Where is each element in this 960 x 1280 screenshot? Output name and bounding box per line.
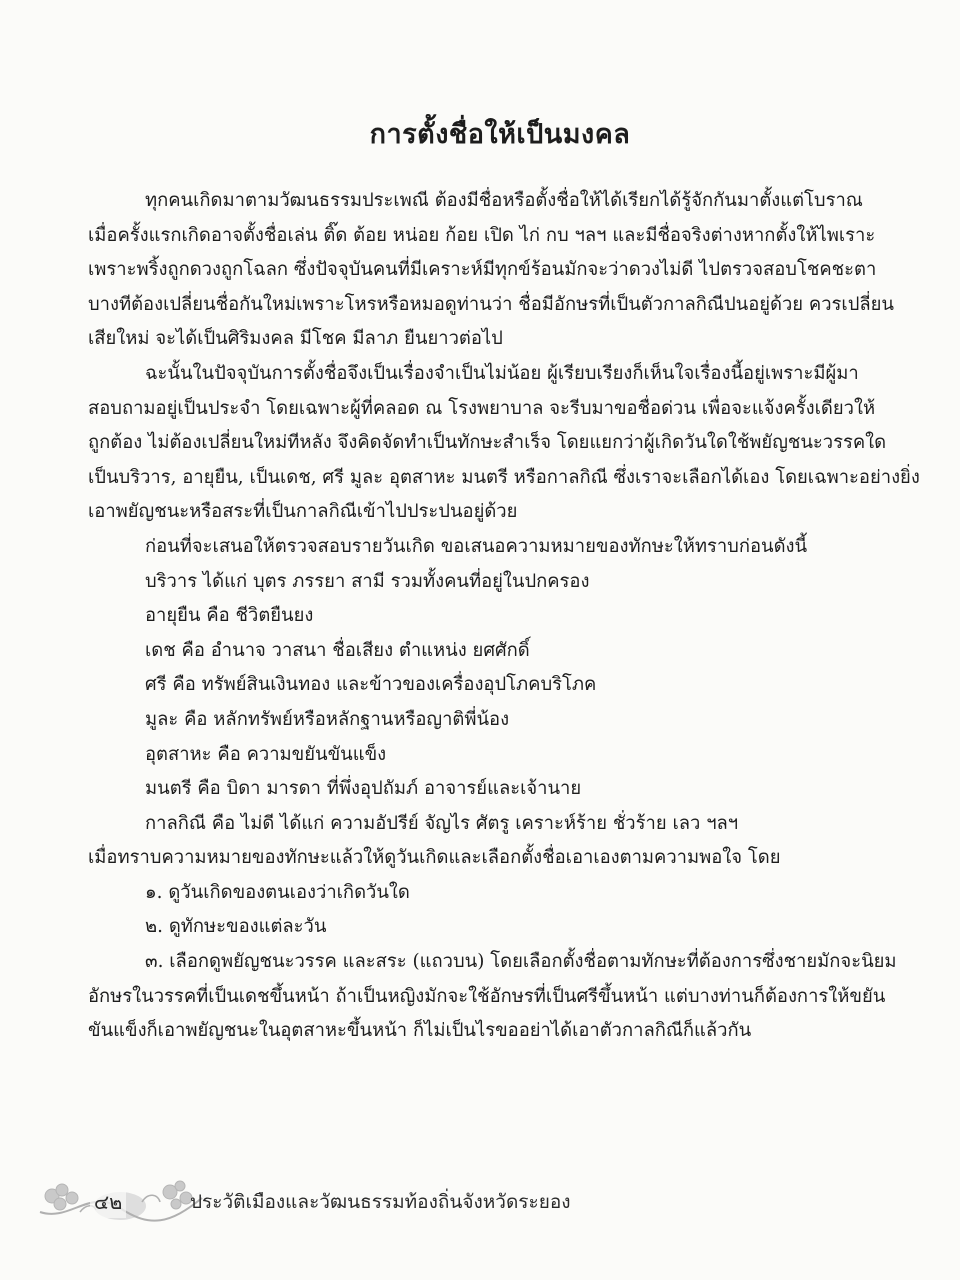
text-line: เพราะพริ้งถูกดวงถูกโฉลก ซึ่งปัจจุบันคนที่มีเคราะห์มีทุกข์ร้อนมักจะว่าดวงไม่ดี ไปตรวจสอบโชคชะตา <box>88 259 877 281</box>
text-line: เสียใหม่ จะได้เป็นศิริมงคล มีโชค มีลาภ ยืนยาวต่อไป <box>88 328 503 350</box>
text-line: ๒. ดูทักษะของแต่ละวัน <box>145 916 327 938</box>
text-line: ฉะนั้นในปัจจุบันการตั้งชื่อจึงเป็นเรื่องจำเป็นไม่น้อย ผู้เรียบเรียงก็เห็นใจเรื่องนี้อยู่เพราะมีผู้มา <box>145 362 859 384</box>
text-line: ทุกคนเกิดมาตามวัฒนธรรมประเพณี ต้องมีชื่อหรือตั้งชื่อให้ได้เรียกได้รู้จักกันมาตั้งแต่โบราณ <box>145 190 863 211</box>
text-line: ๓. เลือกดูพยัญชนะวรรค และสระ (แถวบน) โดยเลือกตั้งชื่อตามทักษะที่ต้องการซึ่งชายมักจะนิยม <box>145 951 897 973</box>
text-line: เดช คือ อำนาจ วาสนา ชื่อเสียง ตำแหน่ง ยศศักดิ์ <box>145 639 530 661</box>
body-text <box>88 184 918 1049</box>
text-line: สอบถามอยู่เป็นประจำ โดยเฉพาะผู้ที่คลอด ณ โรงพยาบาล จะรีบมาขอชื่อด่วน เพื่อจะแจ้งครั้งเดียวให้ <box>88 397 876 419</box>
page-title: การตั้งชื่อให้เป็นมงคล <box>369 119 631 150</box>
text-line: อายุยืน คือ ชีวิตยืนยง <box>145 605 314 627</box>
text-line: อักษรในวรรคที่เป็นเดชขึ้นหน้า ถ้าเป็นหญิงมักจะใช้อักษรที่เป็นศรีขึ้นหน้า แต่บางท่านก็ต้องการให้ขยัน <box>88 985 886 1007</box>
text-line: อุตสาหะ คือ ความขยันขันแข็ง <box>145 743 387 765</box>
page-footer <box>30 1168 590 1228</box>
text-line: ก่อนที่จะเสนอให้ตรวจสอบรายวันเกิด ขอเสนอความหมายของทักษะให้ทราบก่อนดังนี้ <box>145 535 808 557</box>
text-line: เมื่อครั้งแรกเกิดอาจตั้งชื่อเล่น ติ๊ด ต้อย หน่อย ก้อย เปิด ไก่ กบ ฯลฯ และมีชื่อจริงต่างหากตั้งให้ไพเราะ <box>88 224 876 246</box>
text-line: เอาพยัญชนะหรือสระที่เป็นกาลกิณีเข้าไปประปนอยู่ด้วย <box>88 501 518 523</box>
text-line: เป็นบริวาร, อายุยืน, เป็นเดช, ศรี มูละ อุตสาหะ มนตรี หรือกาลกิณี ซึ่งเราจะเลือกได้เอง โดยเฉพาะอย่างยิ่ง <box>88 466 920 488</box>
text-line: ถูกต้อง ไม่ต้องเปลี่ยนใหม่ทีหลัง จึงคิดจัดทำเป็นทักษะสำเร็จ โดยแยกว่าผู้เกิดวันใดใช้พยัญชนะวรรคใด <box>88 432 887 454</box>
page-number: ๔๒ <box>90 1186 126 1218</box>
text-line: บริวาร ได้แก่ บุตร ภรรยา สามี รวมทั้งคนที่อยู่ในปกครอง <box>145 570 590 592</box>
text-line: กาลกิณี คือ ไม่ดี ได้แก่ ความอัปรีย์ จัญไร ศัตรู เคราะห์ร้าย ชั่วร้าย เลว ฯลฯ <box>145 812 739 834</box>
text-line: ๑. ดูวันเกิดของตนเองว่าเกิดวันใด <box>145 881 410 903</box>
text-line: มูละ คือ หลักทรัพย์หรือหลักฐานหรือญาติพี่น้อง <box>145 708 510 730</box>
text-line: มนตรี คือ บิดา มารดา ที่พึ่งอุปถัมภ์ อาจารย์และเจ้านาย <box>145 778 582 800</box>
book-title: ประวัติเมืองและวัฒนธรรมท้องถิ่นจังหวัดระยอง <box>190 1191 571 1213</box>
text-line: ศรี คือ ทรัพย์สินเงินทอง และข้าวของเครื่องอุปโภคบริโภค <box>145 674 597 696</box>
text-line: บางทีต้องเปลี่ยนชื่อกันใหม่เพราะโหรหรือหมอดูท่านว่า ชื่อมีอักษรที่เป็นตัวกาลกิณีปนอยู่ด้วย ควรเปลี่ยน <box>88 293 894 315</box>
text-line: เมื่อทราบความหมายของทักษะแล้วให้ดูวันเกิดและเลือกตั้งชื่อเอาเองตามความพอใจ โดย <box>88 847 781 869</box>
text-line: ขันแข็งก็เอาพยัญชนะในอุตสาหะขึ้นหน้า ก็ไม่เป็นไรขออย่าได้เอาตัวกาลกิณีก็แล้วกัน <box>88 1020 752 1042</box>
